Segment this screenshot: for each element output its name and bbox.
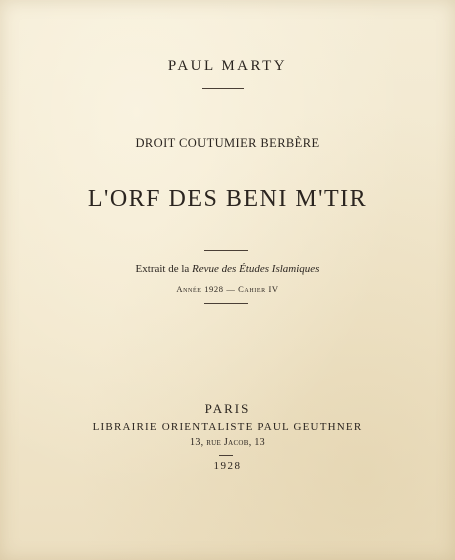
publication-year: 1928 <box>213 460 242 472</box>
journal-name: Revue des Études Islamiques <box>192 263 320 275</box>
extract-note <box>0 263 455 275</box>
publisher-address: 13, rue Jacob, 13 <box>190 437 265 448</box>
subtitle: DROIT COUTUMIER BERBÈRE <box>135 136 320 150</box>
publisher-name: LIBRAIRIE ORIENTALISTE PAUL GEUTHNER <box>92 421 363 433</box>
publication-city: PARIS <box>204 401 251 416</box>
divider-rule <box>204 250 248 251</box>
book-title: L'ORF DES BENI M'TIR <box>87 186 368 212</box>
divider-rule <box>219 455 233 456</box>
author-name: PAUL MARTY <box>167 58 288 74</box>
divider-rule <box>202 88 244 89</box>
divider-rule <box>204 303 248 304</box>
issue-info: Année 1928 — Cahier IV <box>176 284 279 294</box>
extract-prefix: Extrait de la <box>135 263 193 275</box>
